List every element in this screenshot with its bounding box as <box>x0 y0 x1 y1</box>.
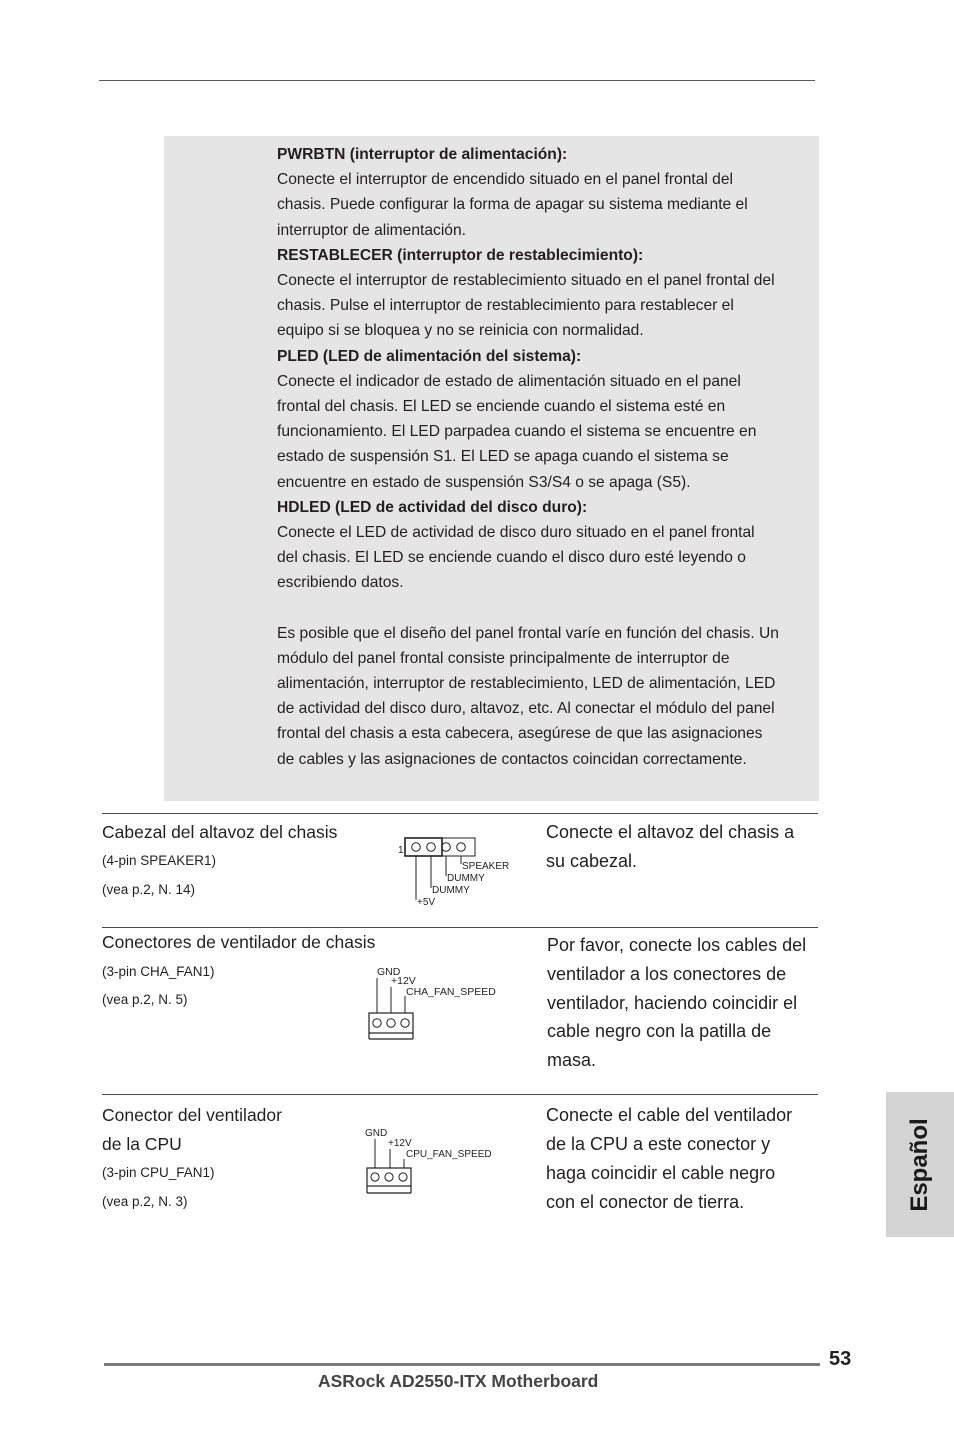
gnd-label: GND <box>377 966 401 978</box>
pwrbtn-heading: PWRBTN (interruptor de alimentación): <box>277 146 568 163</box>
reset-line: chasis. Pulse el interruptor de restablecimiento para restablecer el <box>277 297 734 315</box>
speed-label: CPU_FAN_SPEED <box>406 1149 492 1160</box>
speaker-pin: (4-pin SPEAKER1) <box>102 853 217 868</box>
cpu-fan-ref: (vea p.2, N. 3) <box>102 1194 188 1209</box>
reset-line: Conecte el interruptor de restablecimiento situado en el panel frontal del <box>277 272 775 290</box>
cpu-fan-pin: (3-pin CPU_FAN1) <box>102 1165 215 1180</box>
front-panel-note-text <box>277 142 825 772</box>
hdled-line: del chasis. El LED se enciende cuando el disco duro esté leyendo o <box>277 549 746 567</box>
speaker-desc-line: su cabezal. <box>546 851 638 871</box>
pled-line: Conecte el indicador de estado de alimentación situado en el panel <box>277 372 741 390</box>
cpu-fan-desc-line: haga coincidir el cable negro <box>546 1163 776 1183</box>
speaker-ref: (vea p.2, N. 14) <box>102 882 196 897</box>
cpu-fan-desc-line: de la CPU a este conector y <box>546 1134 771 1154</box>
hdled-line: escribiendo datos. <box>277 574 404 592</box>
speaker-signal-label: SPEAKER <box>462 861 510 872</box>
extra-line: módulo del panel frontal consiste principalmente de interruptor de <box>277 649 730 667</box>
speaker-desc-line: Conecte el altavoz del chasis a <box>546 822 795 842</box>
pled-line: encuentre en estado de suspensión S3/S4 o se apaga (S5). <box>277 473 691 491</box>
pled-line: funcionamiento. El LED parpadea cuando el sistema se encuentre en <box>277 423 757 441</box>
page-number: 53 <box>829 1348 852 1370</box>
plus12v-label: +12V <box>388 1138 412 1149</box>
gnd-label: GND <box>365 1128 388 1139</box>
cha-fan-desc-line: ventilador, haciendo coincidir el <box>547 993 798 1013</box>
footer-rule <box>104 1363 820 1366</box>
dummy-label-2: DUMMY <box>432 885 470 896</box>
language-tab-label: Español <box>906 1117 933 1212</box>
cha-fan-desc-line: ventilador a los conectores de <box>547 964 787 984</box>
extra-line: alimentación, interruptor de restablecimiento, LED de alimentación, LED <box>277 675 776 693</box>
plus12v-label: +12V <box>391 975 416 987</box>
cha-fan-pin: (3-pin CHA_FAN1) <box>102 964 215 979</box>
footer-title: ASRock AD2550-ITX Motherboard <box>318 1371 599 1391</box>
paragraph-gap <box>277 596 825 621</box>
cpu-fan-pin-diagram <box>362 1124 502 1200</box>
reset-heading: RESTABLECER (interruptor de restablecimiento): <box>277 246 644 264</box>
pwrbtn-line: Conecte el interruptor de encendido situado en el panel frontal del <box>277 171 733 189</box>
speaker-pin-diagram <box>395 834 515 910</box>
top-rule <box>99 80 815 81</box>
cpu-fan-title-line2: de la CPU <box>102 1134 182 1154</box>
pwrbtn-line: chasis. Puede configurar la forma de apagar su sistema mediante el <box>277 196 748 214</box>
pled-heading: PLED (LED de alimentación del sistema): <box>277 347 582 365</box>
pwrbtn-line: interruptor de alimentación. <box>277 221 466 239</box>
language-side-tab <box>886 1092 954 1237</box>
hdled-line: Conecte el LED de actividad de disco duro situado en el panel frontal <box>277 524 755 542</box>
cha-fan-desc-line: cable negro con la patilla de <box>547 1021 772 1041</box>
speaker-title: Cabezal del altavoz del chasis <box>102 822 338 842</box>
extra-line: Es posible que el diseño del panel frontal varíe en función del chasis. Un <box>277 624 779 642</box>
cpu-fan-desc-line: Conecte el cable del ventilador <box>546 1105 793 1125</box>
pled-line: estado de suspensión S1. El LED se apaga cuando el sistema se <box>277 448 729 466</box>
dummy-label-1: DUMMY <box>447 873 485 884</box>
reset-line: equipo si se bloquea y no se reinicia con normalidad. <box>277 322 644 340</box>
extra-line: de actividad del disco duro, altavoz, etc. Al conectar el módulo del panel <box>277 700 775 718</box>
cha-fan-title: Conectores de ventilador de chasis <box>102 932 376 952</box>
section-divider <box>102 1094 818 1095</box>
extra-line: frontal del chasis a esta cabecera, asegúrese de que las asignaciones <box>277 725 763 743</box>
cha-fan-ref: (vea p.2, N. 5) <box>102 992 188 1007</box>
plus5v-label: +5V <box>417 897 436 908</box>
cha-fan-pin-diagram <box>365 963 505 1045</box>
hdled-heading: HDLED (LED de actividad del disco duro): <box>277 498 588 516</box>
section-divider <box>102 813 818 814</box>
cha-fan-desc-line: Por favor, conecte los cables del <box>547 935 807 955</box>
extra-line: de cables y las asignaciones de contactos coincidan correctamente. <box>277 750 747 768</box>
cha-fan-desc-line: masa. <box>547 1050 597 1070</box>
pled-line: frontal del chasis. El LED se enciende cuando el sistema esté en <box>277 398 726 416</box>
cpu-fan-desc-line: con el conector de tierra. <box>546 1192 745 1212</box>
speed-label: CHA_FAN_SPEED <box>406 986 496 998</box>
cpu-fan-title-line1: Conector del ventilador <box>102 1105 282 1125</box>
pin1-label: 1 <box>398 845 404 856</box>
